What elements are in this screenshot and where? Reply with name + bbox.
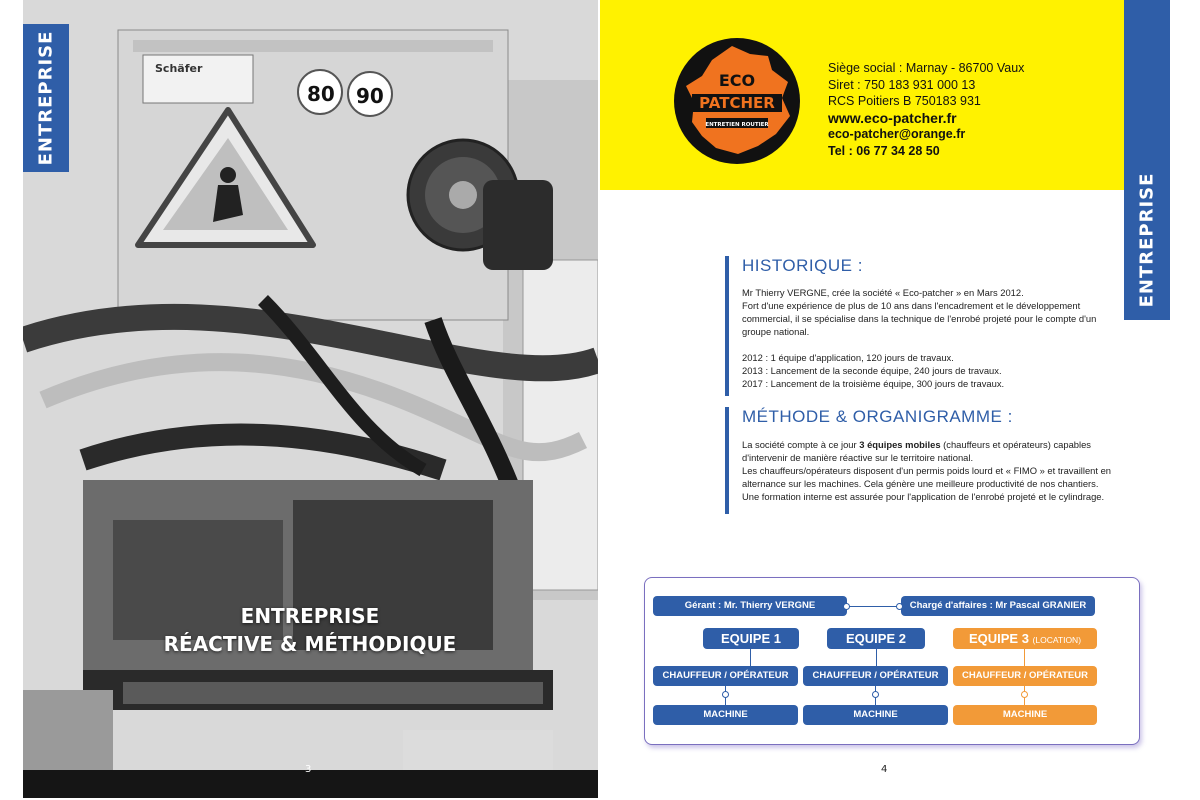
org-dot [1021, 691, 1028, 698]
methode-p1-bold: 3 équipes mobiles [859, 439, 941, 450]
left-page-number: 3 [305, 764, 312, 775]
contact-phone: Tel : 06 77 34 28 50 [828, 143, 940, 158]
methode-p1-end: (chauffeurs et opérateurs) capables d'intervenir de manière réactive sur le territoire national. [742, 439, 1091, 463]
historique-section [725, 256, 1112, 396]
historique-p1: Mr Thierry VERGNE, crée la société « Eco-patcher » en Mars 2012. [742, 287, 1024, 298]
logo-text-patcher: PATCHER [699, 94, 775, 112]
org-connector [876, 649, 877, 666]
org-chart [644, 577, 1140, 745]
historique-p2: Fort d'une expérience de plus de 10 ans dans l'encadrement et le développement commercial, il se spécialise dans la technique de l'enrobé projeté pour le compte d'un groupe national. [742, 300, 1097, 337]
right-section-tab [1124, 0, 1170, 320]
historique-2017: 2017 : Lancement de la troisième équipe, 300 jours de travaux. [742, 378, 1005, 389]
logo-text-eco: ECO [718, 71, 756, 90]
historique-2013: 2013 : Lancement de la seconde équipe, 240 jours de travaux. [742, 365, 1002, 376]
contact-siege: Siège social : Marnay - 86700 Vaux [828, 61, 1025, 75]
methode-p2: Les chauffeurs/opérateurs disposent d'un permis poids lourd et « FIMO » et travaillent en alternance sur les machines. Cela génère une meilleure productivité de nos chantiers. Une formation interne est assurée pour l'application de l'enrobé projeté et le cylindrage. [742, 465, 1112, 502]
methode-heading: MÉTHODE & ORGANIGRAMME : [742, 407, 1013, 426]
org-equipe-2: EQUIPE 2 [827, 628, 925, 649]
org-chauffeur-3: CHAUFFEUR / OPÉRATEUR [953, 666, 1097, 686]
contact-website-link[interactable]: www.eco-patcher.fr [828, 109, 957, 126]
historique-heading: HISTORIQUE : [742, 256, 863, 275]
org-equipe-3-note: (LOCATION) [1032, 635, 1082, 645]
org-gerant: Gérant : Mr. Thierry VERGNE [653, 596, 847, 616]
org-machine-2: MACHINE [803, 705, 948, 725]
org-charge-affaires: Chargé d'affaires : Mr Pascal GRANIER [901, 596, 1095, 616]
org-connector [1024, 649, 1025, 666]
left-title-line2: RÉACTIVE & MÉTHODIQUE [163, 632, 457, 656]
right-page [600, 0, 1200, 800]
methode-section [725, 407, 1112, 514]
org-dot [722, 691, 729, 698]
machine-illustration [23, 0, 598, 798]
right-page-number: 4 [881, 764, 888, 775]
org-connector-top [847, 606, 901, 607]
methode-p1-start: La société compte à ce jour [742, 439, 860, 450]
contact-email-link[interactable]: eco-patcher@orange.fr [828, 127, 966, 141]
org-chauffeur-2: CHAUFFEUR / OPÉRATEUR [803, 666, 948, 686]
methode-p1 [742, 438, 1112, 464]
org-equipe-3-label: EQUIPE 3 [968, 631, 1029, 646]
left-section-tab [23, 24, 69, 172]
org-dot [843, 603, 850, 610]
org-machine-1: MACHINE [653, 705, 798, 725]
contact-rcs: RCS Poitiers B 750183 931 [828, 94, 981, 108]
left-page-title [130, 602, 490, 658]
right-tab-label: ENTREPRISE [1136, 172, 1158, 308]
org-dot [872, 691, 879, 698]
contact-siret: Siret : 750 183 931 000 13 [828, 77, 976, 92]
logo-text-sub: ENTRETIEN ROUTIER [705, 122, 769, 128]
photo-brand-text: Schäfer [155, 62, 203, 75]
left-title-line1: ENTREPRISE [240, 604, 380, 628]
org-equipe-3 [953, 628, 1097, 649]
org-connector [750, 649, 751, 666]
historique-2012: 2012 : 1 équipe d'application, 120 jours de travaux. [742, 352, 954, 363]
org-chauffeur-1: CHAUFFEUR / OPÉRATEUR [653, 666, 798, 686]
org-dot [896, 603, 903, 610]
org-equipe-1: EQUIPE 1 [703, 628, 799, 649]
machine-photo [23, 0, 598, 798]
left-tab-label: ENTREPRISE [35, 30, 57, 166]
contact-block [828, 60, 1024, 159]
eco-patcher-logo [672, 36, 802, 166]
speed-disc-1: 80 [307, 82, 335, 106]
org-machine-3: MACHINE [953, 705, 1097, 725]
speed-disc-2: 90 [356, 84, 384, 108]
